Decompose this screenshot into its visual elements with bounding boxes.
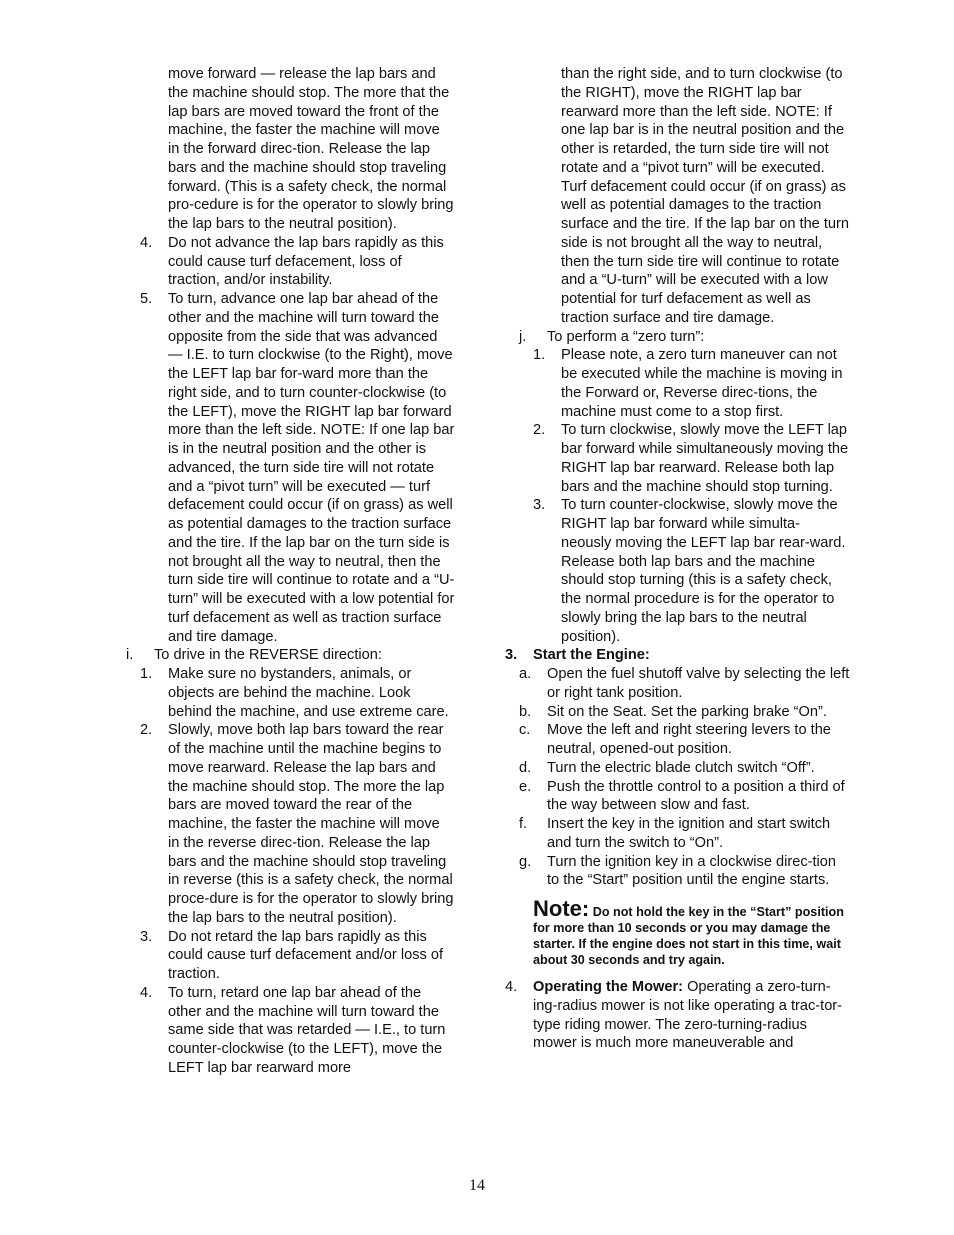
list-marker: 2. (533, 422, 546, 439)
list-marker: j. (519, 328, 527, 345)
forward-continuation-text: move forward — release the lap bars and the machine should stop. The more that the lap bars are moved toward the front of the machine, the faster the machine will move in the forward direc-tion. Release the lap bars and the machine should stop traveling forward. (This is a safety check, the normal pro-cedure is for the operator to slowly bring the lap bars to the neutral position). (168, 66, 454, 232)
reverse-item-2 (120, 721, 455, 927)
zero-turn-heading-text: To perform a “zero turn”: (547, 328, 705, 345)
list-item-text: Move the left and right steering levers to the neutral, opened-out position. (547, 722, 831, 757)
start-item-f (505, 815, 850, 853)
list-marker: a. (519, 666, 532, 682)
operating-mower-item (505, 978, 850, 1053)
reverse-heading-text: To drive in the REVERSE direction: (154, 647, 382, 664)
list-marker: 2. (140, 722, 153, 739)
zero-turn-list (505, 346, 850, 646)
list-marker: e. (519, 778, 532, 795)
page-number: 14 (469, 1177, 485, 1194)
list-marker: 1. (533, 347, 546, 364)
zero-turn-item-3 (505, 496, 850, 646)
zero-turn-item-1 (505, 346, 850, 421)
list-item-text: To turn counter-clockwise, slowly move the RIGHT lap bar forward while simulta-neously moving the LEFT lap bar rear-ward. Release both lap bars and the machine should stop turning (this is a safety check, the normal procedure is for the operator to slowly bring the lap bars to the neutral position). (561, 497, 846, 645)
zero-turn-heading (505, 328, 850, 347)
start-engine-heading (505, 646, 850, 665)
forward-item-4 (120, 234, 455, 290)
list-item-text: Slowly, move both lap bars toward the rear of the machine until the machine begins to move rearward. Release the lap bars and the machine should stop. The more the lap bars are moved toward the rear of the machine, the faster the machine will move in the reverse direc-tion. Release the lap bars and the machine should stop traveling in reverse (this is a safety check, the normal proce-dure is for the operator to slowly bring the lap bars to the neutral position). (168, 722, 454, 926)
list-item-text: To turn, advance one lap bar ahead of the other and the machine will turn toward the opposite from the side that was advanced — I.E. to turn clockwise (to the Right), move the LEFT lap bar for-ward more than the right side, and to turn counter-clockwise (to the LEFT), move the RIGHT lap bar forward more than the left side. NOTE: If one lap bar is in the neutral position and the other is advanced, the turn side tire will not rotate and a “pivot turn” will be executed — turf defacement could occur (if on grass) as well as potential damages to the traction surface and the tire. If the lap bar on the turn side is not brought all the way to neutral, then the turn side tire will continue to rotate and a “U-turn” will be executed with a low potential for turf defacement as well as traction surface and tire damage. (168, 291, 455, 645)
list-marker: 5. (140, 291, 153, 307)
list-marker: 1. (140, 666, 153, 682)
list-item-text: Do not advance the lap bars rapidly as this could cause turf defacement, loss of traction, and/or instability. (168, 234, 444, 289)
list-item-text: Do not retard the lap bars rapidly as this could cause turf defacement and/or loss of traction. (168, 928, 444, 982)
start-item-a (505, 665, 850, 703)
operating-mower-text: Operating a zero-turn-ing-radius mower is not like operating a trac-tor-type riding mower. The zero-turning-radius mower is much more maneuverable and (533, 979, 843, 1052)
forward-list (120, 234, 455, 647)
right-column (505, 65, 850, 1053)
list-marker: d. (519, 759, 532, 776)
list-item-text: To turn clockwise, slowly move the LEFT lap bar forward while simultaneously moving the RIGHT lap bar rearward. Release both lap bars and the machine should stop turning. (561, 422, 849, 495)
list-marker: i. (126, 647, 134, 664)
list-item-text: To turn, retard one lap bar ahead of the other and the machine will turn toward the same side that was retarded — I.E., to turn counter-clockwise (to the LEFT), move the LEFT lap bar rearward more (168, 984, 446, 1076)
start-item-b (505, 703, 850, 722)
zero-turn-item-2 (505, 421, 850, 496)
list-marker: 4. (505, 979, 518, 995)
forward-item-5 (120, 290, 455, 646)
reverse-item-4 (120, 984, 455, 1078)
list-marker: f. (519, 816, 528, 832)
list-item-text: Sit on the Seat. Set the parking brake “On”. (547, 703, 827, 720)
list-marker: 3. (140, 928, 153, 945)
start-item-e (505, 778, 850, 816)
list-marker: 3. (505, 647, 518, 664)
start-item-d (505, 759, 850, 778)
list-item-text: Insert the key in the ignition and start switch and turn the switch to “On”. (547, 816, 831, 851)
list-item-text: Turn the ignition key in a clockwise direc-tion to the “Start” position until the engine starts. (547, 853, 837, 889)
warning-note (505, 898, 850, 968)
start-engine-list (505, 665, 850, 890)
note-label: Note: (533, 896, 590, 921)
reverse-list (120, 665, 455, 1078)
start-engine-heading-text: Start the Engine: (533, 647, 650, 664)
reverse-item-1 (120, 665, 455, 721)
left-column (120, 65, 455, 1078)
reverse-continuation-text: than the right side, and to turn clockwise (to the RIGHT), move the RIGHT lap bar rearward more than the left side. NOTE: If one lap bar is in the neutral position and the other is retarded, the turn side tire will not rotate and a “pivot turn” will be executed. Turf defacement could occur (if on grass) as well as potential damages to the traction surface and the tire. If the lap bar on the turn side is not brought all the way to neutral, then the turn side tire will continue to rotate and a “U-turn” will be executed with a low potential for turf defacement as well as traction surface and tire damage. (561, 66, 849, 326)
start-item-g (505, 853, 850, 891)
list-marker: b. (519, 703, 532, 720)
operating-mower-label: Operating the Mower: (533, 979, 683, 995)
list-item-text: Please note, a zero turn maneuver can not be executed while the machine is moving in the Forward or, Reverse direc-tions, the machine must come to a stop first. (561, 347, 843, 420)
reverse-item-3 (120, 928, 455, 984)
note-text: Do not hold the key in the “Start” position for more than 10 seconds or you may damage the starter. If the engine does not start in this time, wait about 30 seconds and try again. (533, 905, 844, 967)
list-item-text: Push the throttle control to a position a third of the way between slow and fast. (547, 778, 845, 814)
list-item-text: Turn the electric blade clutch switch “Off”. (547, 759, 815, 776)
list-marker: 4. (140, 984, 153, 1001)
reverse-heading (120, 646, 455, 665)
list-marker: c. (519, 722, 531, 739)
start-item-c (505, 721, 850, 759)
list-marker: 3. (533, 497, 546, 514)
list-item-text: Open the fuel shutoff valve by selecting the left or right tank position. (547, 666, 850, 701)
list-item-text: Make sure no bystanders, animals, or objects are behind the machine. Look behind the machine, and use extreme care. (168, 666, 449, 720)
list-marker: g. (519, 853, 532, 870)
list-marker: 4. (140, 234, 153, 251)
